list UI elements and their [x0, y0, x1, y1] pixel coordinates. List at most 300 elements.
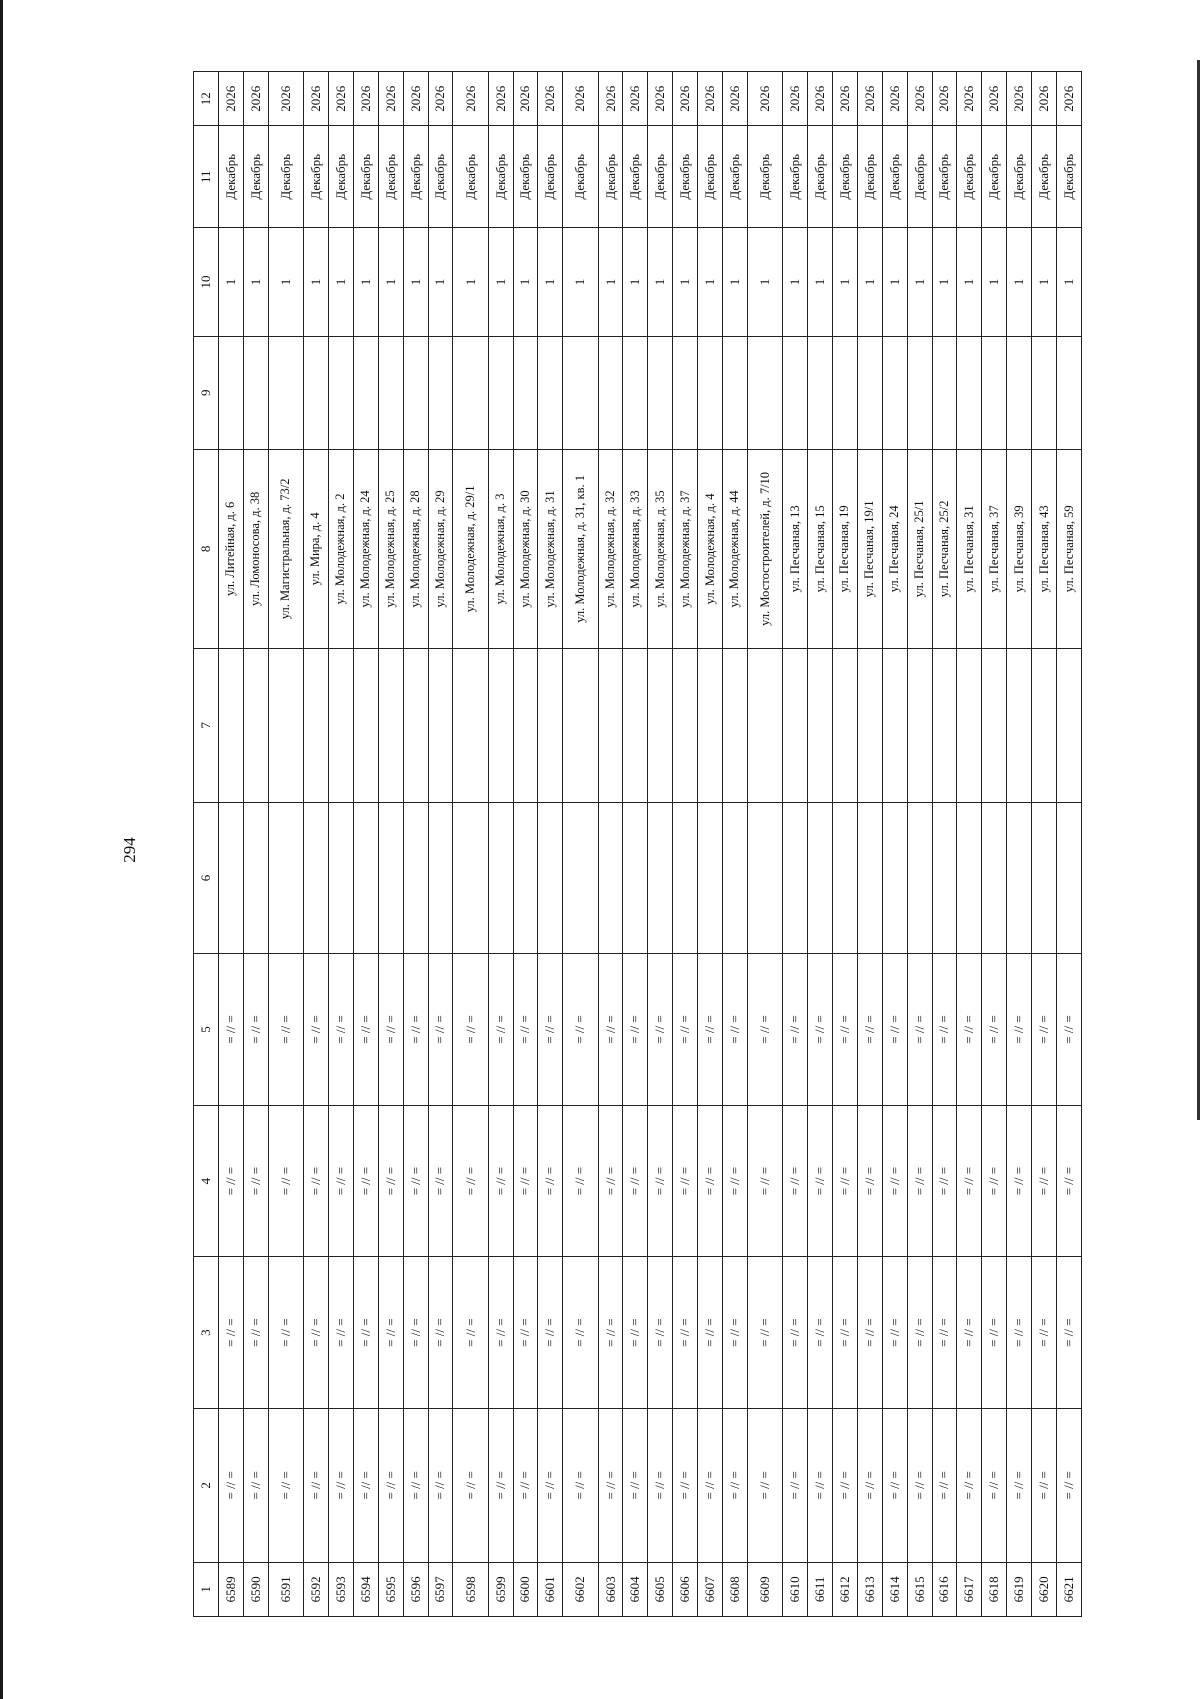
row-number-cell: 6604 [623, 1562, 648, 1616]
ditto-cell: = // = [1007, 1257, 1032, 1409]
ditto-cell: = // = [1007, 954, 1032, 1106]
empty-cell [328, 648, 353, 802]
empty-cell [747, 802, 782, 954]
empty-cell [378, 648, 403, 802]
ditto-cell: = // = [1032, 1408, 1057, 1562]
address-cell: ул. Песчаная, 19/1 [857, 449, 882, 648]
address-cell: ул. Молодежная, д. 28 [403, 449, 428, 648]
empty-cell [488, 336, 513, 449]
address-cell: ул. Песчаная, 43 [1032, 449, 1057, 648]
column-header: 3 [194, 1257, 219, 1409]
address-cell: ул. Песчаная, 13 [783, 449, 808, 648]
empty-cell [453, 648, 488, 802]
empty-cell [538, 336, 563, 449]
ditto-cell: = // = [353, 1105, 378, 1257]
empty-cell [832, 648, 857, 802]
empty-cell [403, 802, 428, 954]
ditto-cell: = // = [563, 1257, 598, 1409]
empty-cell [513, 802, 538, 954]
empty-cell [623, 648, 648, 802]
ditto-cell: = // = [1007, 1105, 1032, 1257]
month-cell: Декабрь [403, 126, 428, 228]
empty-cell [882, 648, 907, 802]
ditto-cell: = // = [219, 1408, 244, 1562]
row-number-cell: 6612 [832, 1562, 857, 1616]
row-number-cell: 6596 [403, 1562, 428, 1616]
ditto-cell: = // = [673, 1408, 698, 1562]
empty-cell [747, 648, 782, 802]
month-cell: Декабрь [453, 126, 488, 228]
empty-cell [808, 802, 833, 954]
quantity-cell: 1 [428, 228, 453, 337]
ditto-cell: = // = [723, 1257, 748, 1409]
month-cell: Декабрь [378, 126, 403, 228]
address-cell: ул. Молодежная, д. 4 [698, 449, 723, 648]
year-cell: 2026 [538, 72, 563, 126]
address-cell: ул. Песчаная, 39 [1007, 449, 1032, 648]
month-cell: Декабрь [857, 126, 882, 228]
empty-cell [907, 648, 932, 802]
ditto-cell: = // = [428, 1105, 453, 1257]
year-cell: 2026 [219, 72, 244, 126]
quantity-cell: 1 [623, 228, 648, 337]
row-number-cell: 6590 [243, 1562, 268, 1616]
address-cell: ул. Молодежная, д. 3 [488, 449, 513, 648]
quantity-cell: 1 [328, 228, 353, 337]
ditto-cell: = // = [957, 1257, 982, 1409]
ditto-cell: = // = [538, 954, 563, 1106]
quantity-cell: 1 [513, 228, 538, 337]
row-number-cell: 6602 [563, 1562, 598, 1616]
quantity-cell: 1 [882, 228, 907, 337]
empty-cell [783, 802, 808, 954]
month-cell: Декабрь [1032, 126, 1057, 228]
ditto-cell: = // = [1032, 1257, 1057, 1409]
empty-cell [268, 802, 303, 954]
row-number-cell: 6606 [673, 1562, 698, 1616]
empty-cell [403, 336, 428, 449]
table-row [747, 72, 782, 1617]
table-row [1057, 72, 1082, 1617]
row-number-cell: 6599 [488, 1562, 513, 1616]
ditto-cell: = // = [268, 1257, 303, 1409]
quantity-cell: 1 [982, 228, 1007, 337]
quantity-cell: 1 [832, 228, 857, 337]
column-header: 6 [194, 802, 219, 954]
table-row [538, 72, 563, 1617]
ditto-cell: = // = [747, 1105, 782, 1257]
ditto-cell: = // = [219, 1257, 244, 1409]
ditto-cell: = // = [882, 954, 907, 1106]
empty-cell [1007, 802, 1032, 954]
empty-cell [648, 802, 673, 954]
empty-cell [882, 336, 907, 449]
ditto-cell: = // = [698, 954, 723, 1106]
ditto-cell: = // = [538, 1408, 563, 1562]
ditto-cell: = // = [783, 1257, 808, 1409]
row-number-cell: 6610 [783, 1562, 808, 1616]
month-cell: Декабрь [353, 126, 378, 228]
column-header: 12 [194, 72, 219, 126]
ditto-cell: = // = [648, 1408, 673, 1562]
month-cell: Декабрь [563, 126, 598, 228]
ditto-cell: = // = [1032, 1105, 1057, 1257]
address-cell: ул. Песчаная, 59 [1057, 449, 1082, 648]
empty-cell [982, 336, 1007, 449]
empty-cell [378, 802, 403, 954]
row-number-cell: 6613 [857, 1562, 882, 1616]
ditto-cell: = // = [907, 1408, 932, 1562]
month-cell: Декабрь [219, 126, 244, 228]
column-header: 2 [194, 1408, 219, 1562]
address-cell: ул. Мира, д. 4 [304, 449, 329, 648]
ditto-cell: = // = [982, 1257, 1007, 1409]
quantity-cell: 1 [723, 228, 748, 337]
quantity-cell: 1 [747, 228, 782, 337]
table-row [219, 72, 244, 1617]
ditto-cell: = // = [268, 1105, 303, 1257]
year-cell: 2026 [513, 72, 538, 126]
row-number-cell: 6609 [747, 1562, 782, 1616]
ditto-cell: = // = [623, 1408, 648, 1562]
ditto-cell: = // = [268, 1408, 303, 1562]
table-row [982, 72, 1007, 1617]
empty-cell [563, 648, 598, 802]
empty-cell [563, 802, 598, 954]
table-row [243, 72, 268, 1617]
empty-cell [857, 802, 882, 954]
address-cell: ул. Молодежная, д. 31, кв. 1 [563, 449, 598, 648]
year-cell: 2026 [698, 72, 723, 126]
row-number-cell: 6595 [378, 1562, 403, 1616]
ditto-cell: = // = [378, 1105, 403, 1257]
ditto-cell: = // = [982, 1408, 1007, 1562]
empty-cell [783, 336, 808, 449]
schedule-table [193, 71, 1082, 1617]
year-cell: 2026 [623, 72, 648, 126]
month-cell: Декабрь [673, 126, 698, 228]
empty-cell [808, 648, 833, 802]
table-row [268, 72, 303, 1617]
table-row [808, 72, 833, 1617]
empty-cell [698, 802, 723, 954]
ditto-cell: = // = [243, 1257, 268, 1409]
ditto-cell: = // = [623, 954, 648, 1106]
ditto-cell: = // = [268, 954, 303, 1106]
empty-cell [783, 648, 808, 802]
empty-cell [219, 648, 244, 802]
quantity-cell: 1 [353, 228, 378, 337]
table-row [598, 72, 623, 1617]
empty-cell [453, 336, 488, 449]
quantity-cell: 1 [243, 228, 268, 337]
quantity-cell: 1 [1032, 228, 1057, 337]
year-cell: 2026 [598, 72, 623, 126]
month-cell: Декабрь [957, 126, 982, 228]
empty-cell [648, 336, 673, 449]
year-cell: 2026 [453, 72, 488, 126]
empty-cell [538, 802, 563, 954]
page-number: 294 [120, 837, 139, 863]
table-row [882, 72, 907, 1617]
row-number-cell: 6593 [328, 1562, 353, 1616]
ditto-cell: = // = [783, 954, 808, 1106]
empty-cell [723, 802, 748, 954]
address-cell: ул. Песчаная, 15 [808, 449, 833, 648]
row-number-cell: 6617 [957, 1562, 982, 1616]
ditto-cell: = // = [403, 954, 428, 1106]
quantity-cell: 1 [598, 228, 623, 337]
quantity-cell: 1 [648, 228, 673, 337]
ditto-cell: = // = [513, 1105, 538, 1257]
month-cell: Декабрь [623, 126, 648, 228]
row-number-cell: 6611 [808, 1562, 833, 1616]
table-row [832, 72, 857, 1617]
empty-cell [598, 648, 623, 802]
ditto-cell: = // = [1007, 1408, 1032, 1562]
row-number-cell: 6592 [304, 1562, 329, 1616]
ditto-cell: = // = [513, 1408, 538, 1562]
year-cell: 2026 [1057, 72, 1082, 126]
ditto-cell: = // = [403, 1257, 428, 1409]
empty-cell [403, 648, 428, 802]
empty-cell [747, 336, 782, 449]
table-row [932, 72, 957, 1617]
ditto-cell: = // = [219, 954, 244, 1106]
ditto-cell: = // = [982, 1105, 1007, 1257]
month-cell: Декабрь [747, 126, 782, 228]
ditto-cell: = // = [857, 954, 882, 1106]
ditto-cell: = // = [403, 1105, 428, 1257]
year-cell: 2026 [723, 72, 748, 126]
ditto-cell: = // = [882, 1408, 907, 1562]
year-cell: 2026 [403, 72, 428, 126]
ditto-cell: = // = [857, 1105, 882, 1257]
month-cell: Декабрь [907, 126, 932, 228]
month-cell: Декабрь [513, 126, 538, 228]
ditto-cell: = // = [563, 954, 598, 1106]
quantity-cell: 1 [268, 228, 303, 337]
month-cell: Декабрь [598, 126, 623, 228]
quantity-cell: 1 [538, 228, 563, 337]
empty-cell [957, 336, 982, 449]
scan-left-edge [0, 0, 3, 1699]
ditto-cell: = // = [832, 1408, 857, 1562]
ditto-cell: = // = [1057, 954, 1082, 1106]
address-cell: ул. Песчаная, 19 [832, 449, 857, 648]
empty-cell [513, 648, 538, 802]
empty-cell [563, 336, 598, 449]
ditto-cell: = // = [563, 1408, 598, 1562]
empty-cell [268, 648, 303, 802]
column-header: 10 [194, 228, 219, 337]
ditto-cell: = // = [982, 954, 1007, 1106]
address-cell: ул. Песчаная, 31 [957, 449, 982, 648]
empty-cell [513, 336, 538, 449]
ditto-cell: = // = [1057, 1105, 1082, 1257]
empty-cell [1057, 648, 1082, 802]
empty-cell [353, 648, 378, 802]
year-cell: 2026 [488, 72, 513, 126]
month-cell: Декабрь [538, 126, 563, 228]
year-cell: 2026 [808, 72, 833, 126]
ditto-cell: = // = [698, 1257, 723, 1409]
empty-cell [598, 802, 623, 954]
ditto-cell: = // = [378, 954, 403, 1106]
ditto-cell: = // = [403, 1408, 428, 1562]
quantity-cell: 1 [698, 228, 723, 337]
quantity-cell: 1 [957, 228, 982, 337]
empty-cell [932, 802, 957, 954]
empty-cell [673, 648, 698, 802]
empty-cell [304, 648, 329, 802]
ditto-cell: = // = [353, 1408, 378, 1562]
empty-cell [857, 648, 882, 802]
ditto-cell: = // = [747, 1257, 782, 1409]
empty-cell [857, 336, 882, 449]
row-number-cell: 6597 [428, 1562, 453, 1616]
ditto-cell: = // = [428, 1257, 453, 1409]
empty-cell [428, 648, 453, 802]
table-row [1032, 72, 1057, 1617]
ditto-cell: = // = [957, 1408, 982, 1562]
ditto-cell: = // = [428, 1408, 453, 1562]
ditto-cell: = // = [428, 954, 453, 1106]
year-cell: 2026 [907, 72, 932, 126]
ditto-cell: = // = [747, 1408, 782, 1562]
empty-cell [673, 802, 698, 954]
ditto-cell: = // = [907, 1257, 932, 1409]
month-cell: Декабрь [698, 126, 723, 228]
quantity-cell: 1 [378, 228, 403, 337]
column-header: 4 [194, 1105, 219, 1257]
year-cell: 2026 [857, 72, 882, 126]
empty-cell [268, 336, 303, 449]
empty-cell [328, 336, 353, 449]
empty-cell [1032, 336, 1057, 449]
table-row [563, 72, 598, 1617]
empty-cell [219, 336, 244, 449]
empty-cell [453, 802, 488, 954]
empty-cell [1007, 648, 1032, 802]
ditto-cell: = // = [808, 1408, 833, 1562]
row-number-cell: 6591 [268, 1562, 303, 1616]
ditto-cell: = // = [857, 1257, 882, 1409]
ditto-cell: = // = [328, 1105, 353, 1257]
month-cell: Декабрь [428, 126, 453, 228]
table-row [857, 72, 882, 1617]
ditto-cell: = // = [219, 1105, 244, 1257]
ditto-cell: = // = [857, 1408, 882, 1562]
empty-cell [353, 802, 378, 954]
year-cell: 2026 [1007, 72, 1032, 126]
ditto-cell: = // = [453, 1105, 488, 1257]
column-number-row [194, 72, 219, 1617]
ditto-cell: = // = [243, 954, 268, 1106]
column-header: 5 [194, 954, 219, 1106]
empty-cell [832, 336, 857, 449]
ditto-cell: = // = [1057, 1257, 1082, 1409]
empty-cell [598, 336, 623, 449]
empty-cell [304, 336, 329, 449]
table-row [353, 72, 378, 1617]
address-cell: ул. Песчаная, 25/1 [907, 449, 932, 648]
ditto-cell: = // = [723, 1408, 748, 1562]
ditto-cell: = // = [304, 1257, 329, 1409]
ditto-cell: = // = [808, 1105, 833, 1257]
ditto-cell: = // = [832, 1105, 857, 1257]
ditto-cell: = // = [598, 1105, 623, 1257]
table-row [428, 72, 453, 1617]
table-row [907, 72, 932, 1617]
ditto-cell: = // = [488, 1105, 513, 1257]
ditto-cell: = // = [378, 1257, 403, 1409]
empty-cell [378, 336, 403, 449]
ditto-cell: = // = [488, 1257, 513, 1409]
address-cell: ул. Песчаная, 37 [982, 449, 1007, 648]
ditto-cell: = // = [623, 1105, 648, 1257]
address-cell: ул. Молодежная, д. 32 [598, 449, 623, 648]
ditto-cell: = // = [353, 1257, 378, 1409]
address-cell: ул. Молодежная, д. 33 [623, 449, 648, 648]
ditto-cell: = // = [304, 1105, 329, 1257]
quantity-cell: 1 [304, 228, 329, 337]
year-cell: 2026 [957, 72, 982, 126]
ditto-cell: = // = [598, 954, 623, 1106]
ditto-cell: = // = [378, 1408, 403, 1562]
ditto-cell: = // = [747, 954, 782, 1106]
ditto-cell: = // = [453, 1257, 488, 1409]
empty-cell [328, 802, 353, 954]
year-cell: 2026 [648, 72, 673, 126]
address-cell: ул. Песчаная, 25/2 [932, 449, 957, 648]
table-row [453, 72, 488, 1617]
ditto-cell: = // = [488, 954, 513, 1106]
ditto-cell: = // = [673, 1257, 698, 1409]
empty-cell [538, 648, 563, 802]
empty-cell [832, 802, 857, 954]
month-cell: Декабрь [1057, 126, 1082, 228]
empty-cell [648, 648, 673, 802]
table-row [648, 72, 673, 1617]
ditto-cell: = // = [808, 1257, 833, 1409]
quantity-cell: 1 [783, 228, 808, 337]
empty-cell [1007, 336, 1032, 449]
quantity-cell: 1 [488, 228, 513, 337]
empty-cell [428, 336, 453, 449]
ditto-cell: = // = [623, 1257, 648, 1409]
ditto-cell: = // = [698, 1408, 723, 1562]
address-cell: ул. Молодежная, д. 29/1 [453, 449, 488, 648]
address-cell: ул. Молодежная, д. 24 [353, 449, 378, 648]
ditto-cell: = // = [673, 954, 698, 1106]
empty-cell [428, 802, 453, 954]
row-number-cell: 6607 [698, 1562, 723, 1616]
empty-cell [982, 648, 1007, 802]
row-number-cell: 6618 [982, 1562, 1007, 1616]
empty-cell [723, 336, 748, 449]
ditto-cell: = // = [304, 1408, 329, 1562]
ditto-cell: = // = [513, 1257, 538, 1409]
year-cell: 2026 [243, 72, 268, 126]
table-row [623, 72, 648, 1617]
table-row [723, 72, 748, 1617]
quantity-cell: 1 [453, 228, 488, 337]
empty-cell [1032, 802, 1057, 954]
row-number-cell: 6620 [1032, 1562, 1057, 1616]
row-number-cell: 6600 [513, 1562, 538, 1616]
empty-cell [219, 802, 244, 954]
